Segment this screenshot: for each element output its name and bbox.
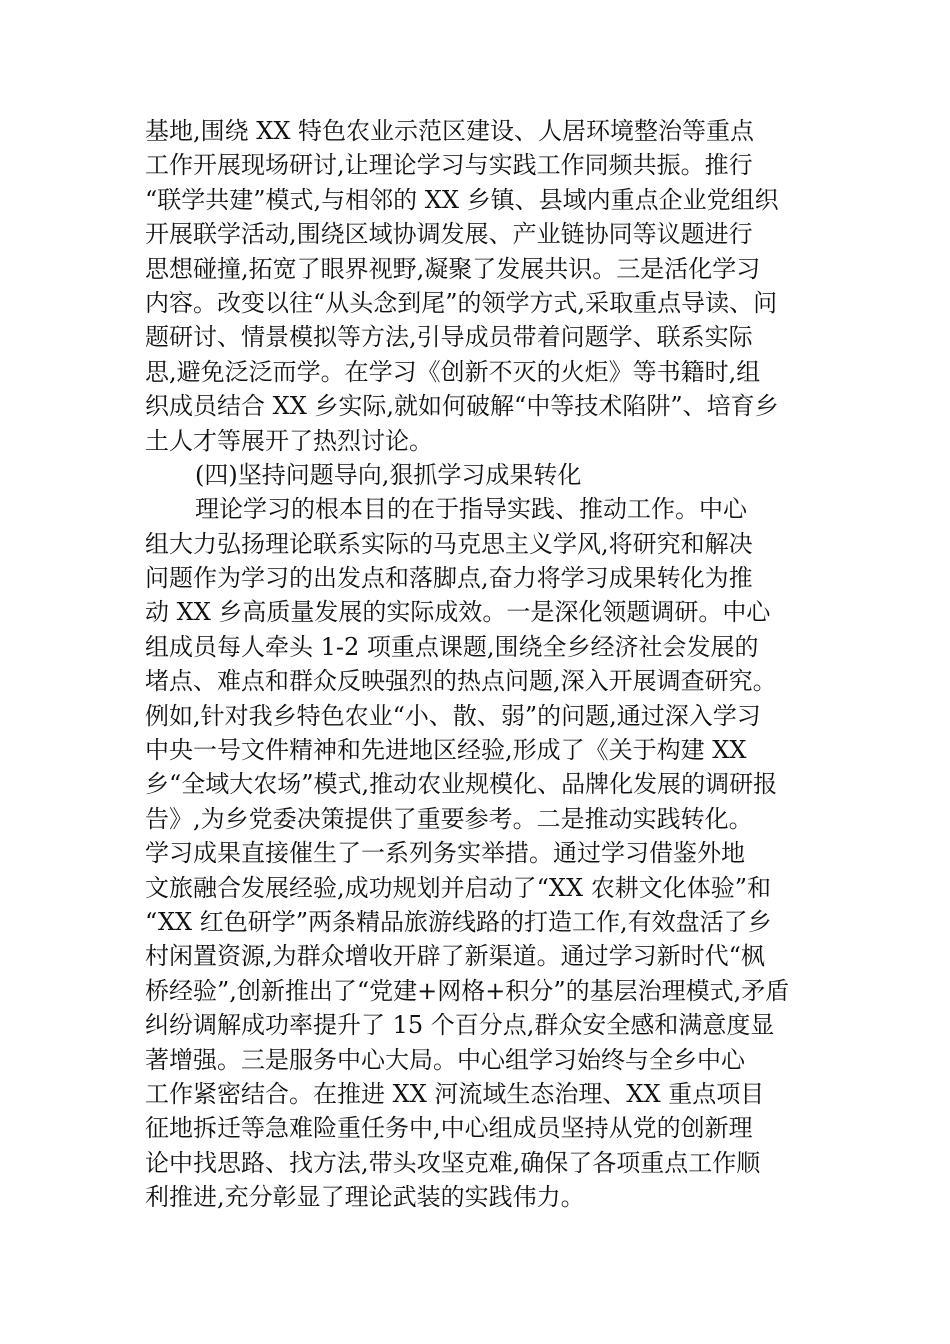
text-line: “XX 红色研学”两条精品旅游线路的打造工作,有效盘活了乡 (145, 907, 772, 936)
text-line: 基地,围绕 XX 特色农业示范区建设、人居环境整治等重点 (145, 117, 755, 145)
text-line: 纠纷调解成功率提升了 15 个百分点,群众安全感和满意度显 (145, 1011, 775, 1040)
text-line: 例如,针对我乡特色农业“小、散、弱”的问题,通过深入学习 (145, 701, 761, 730)
text-line: 论中找思路、找方法,带头攻坚克难,确保了各项重点工作顺 (145, 1148, 761, 1177)
text-line: 中央一号文件精神和先进地区经验,形成了《关于构建 XX (145, 736, 747, 765)
text-line: 著增强。三是服务中心大局。中心组学习始终与全乡中心 (145, 1045, 745, 1074)
text-line: 组大力弘扬理论联系实际的马克思主义学风,将研究和解决 (145, 529, 753, 558)
intro-paragraph (145, 114, 825, 458)
main-paragraph (145, 492, 825, 1214)
text-line: 理论学习的根本目的在于指导实践、推动工作。中心 (195, 495, 747, 524)
text-line: 乡“全域大农场”模式,推动农业规模化、品牌化发展的调研报 (145, 770, 778, 799)
text-line: 学习成果直接催生了一系列务实举措。通过学习借鉴外地 (145, 839, 745, 868)
text-line: 问题作为学习的出发点和落脚点,奋力将学习成果转化为推 (145, 564, 753, 593)
text-line: 堵点、难点和群众反映强烈的热点问题,深入开展调查研究。 (145, 667, 777, 696)
text-line: 土人才等展开了热烈讨论。 (145, 426, 433, 455)
text-line: 工作开展现场研讨,让理论学习与实践工作同频共振。推行 (145, 151, 753, 180)
text-line: 工作紧密结合。在推进 XX 河流域生态治理、XX 重点项目 (145, 1079, 765, 1108)
text-line: 内容。改变以往“从头念到尾”的领学方式,采取重点导读、问 (145, 288, 778, 317)
text-line: 开展联学活动,围绕区域协调发展、产业链协同等议题进行 (145, 220, 753, 249)
text-line: 桥经验”,创新推出了“党建+网格+积分”的基层治理模式,矛盾 (145, 976, 790, 1005)
text-line: “联学共建”模式,与相邻的 XX 乡镇、县域内重点企业党组织 (145, 185, 779, 214)
text-line: 题研讨、情景模拟等方法,引导成员带着问题学、联系实际 (145, 323, 753, 352)
text-line: 利推进,充分彰显了理论武装的实践伟力。 (145, 1183, 585, 1212)
text-line: 村闲置资源,为群众增收开辟了新渠道。通过学习新时代“枫 (145, 942, 765, 971)
text-line: 思想碰撞,拓宽了眼界视野,凝聚了发展共识。三是活化学习 (145, 254, 761, 283)
text-line: 征地拆迁等急难险重任务中,中心组成员坚持从党的创新理 (145, 1114, 753, 1143)
document-body (145, 114, 825, 1215)
text-line: 思,避免泛泛而学。在学习《创新不灭的火炬》等书籍时,组 (145, 357, 761, 386)
text-line: 动 XX 乡高质量发展的实际成效。一是深化领题调研。中心 (145, 598, 771, 627)
text-line: 组成员每人牵头 1-2 项重点课题,围绕全乡经济社会发展的 (145, 632, 759, 661)
section-heading: (四)坚持问题导向,狠抓学习成果转化 (195, 460, 582, 489)
text-line: 织成员结合 XX 乡实际,就如何破解“中等技术陷阱”、培育乡 (145, 392, 779, 421)
text-line: 告》,为乡党委决策提供了重要参考。二是推动实践转化。 (145, 804, 753, 833)
text-line: 文旅融合发展经验,成功规划并启动了“XX 农耕文化体验”和 (145, 873, 771, 902)
